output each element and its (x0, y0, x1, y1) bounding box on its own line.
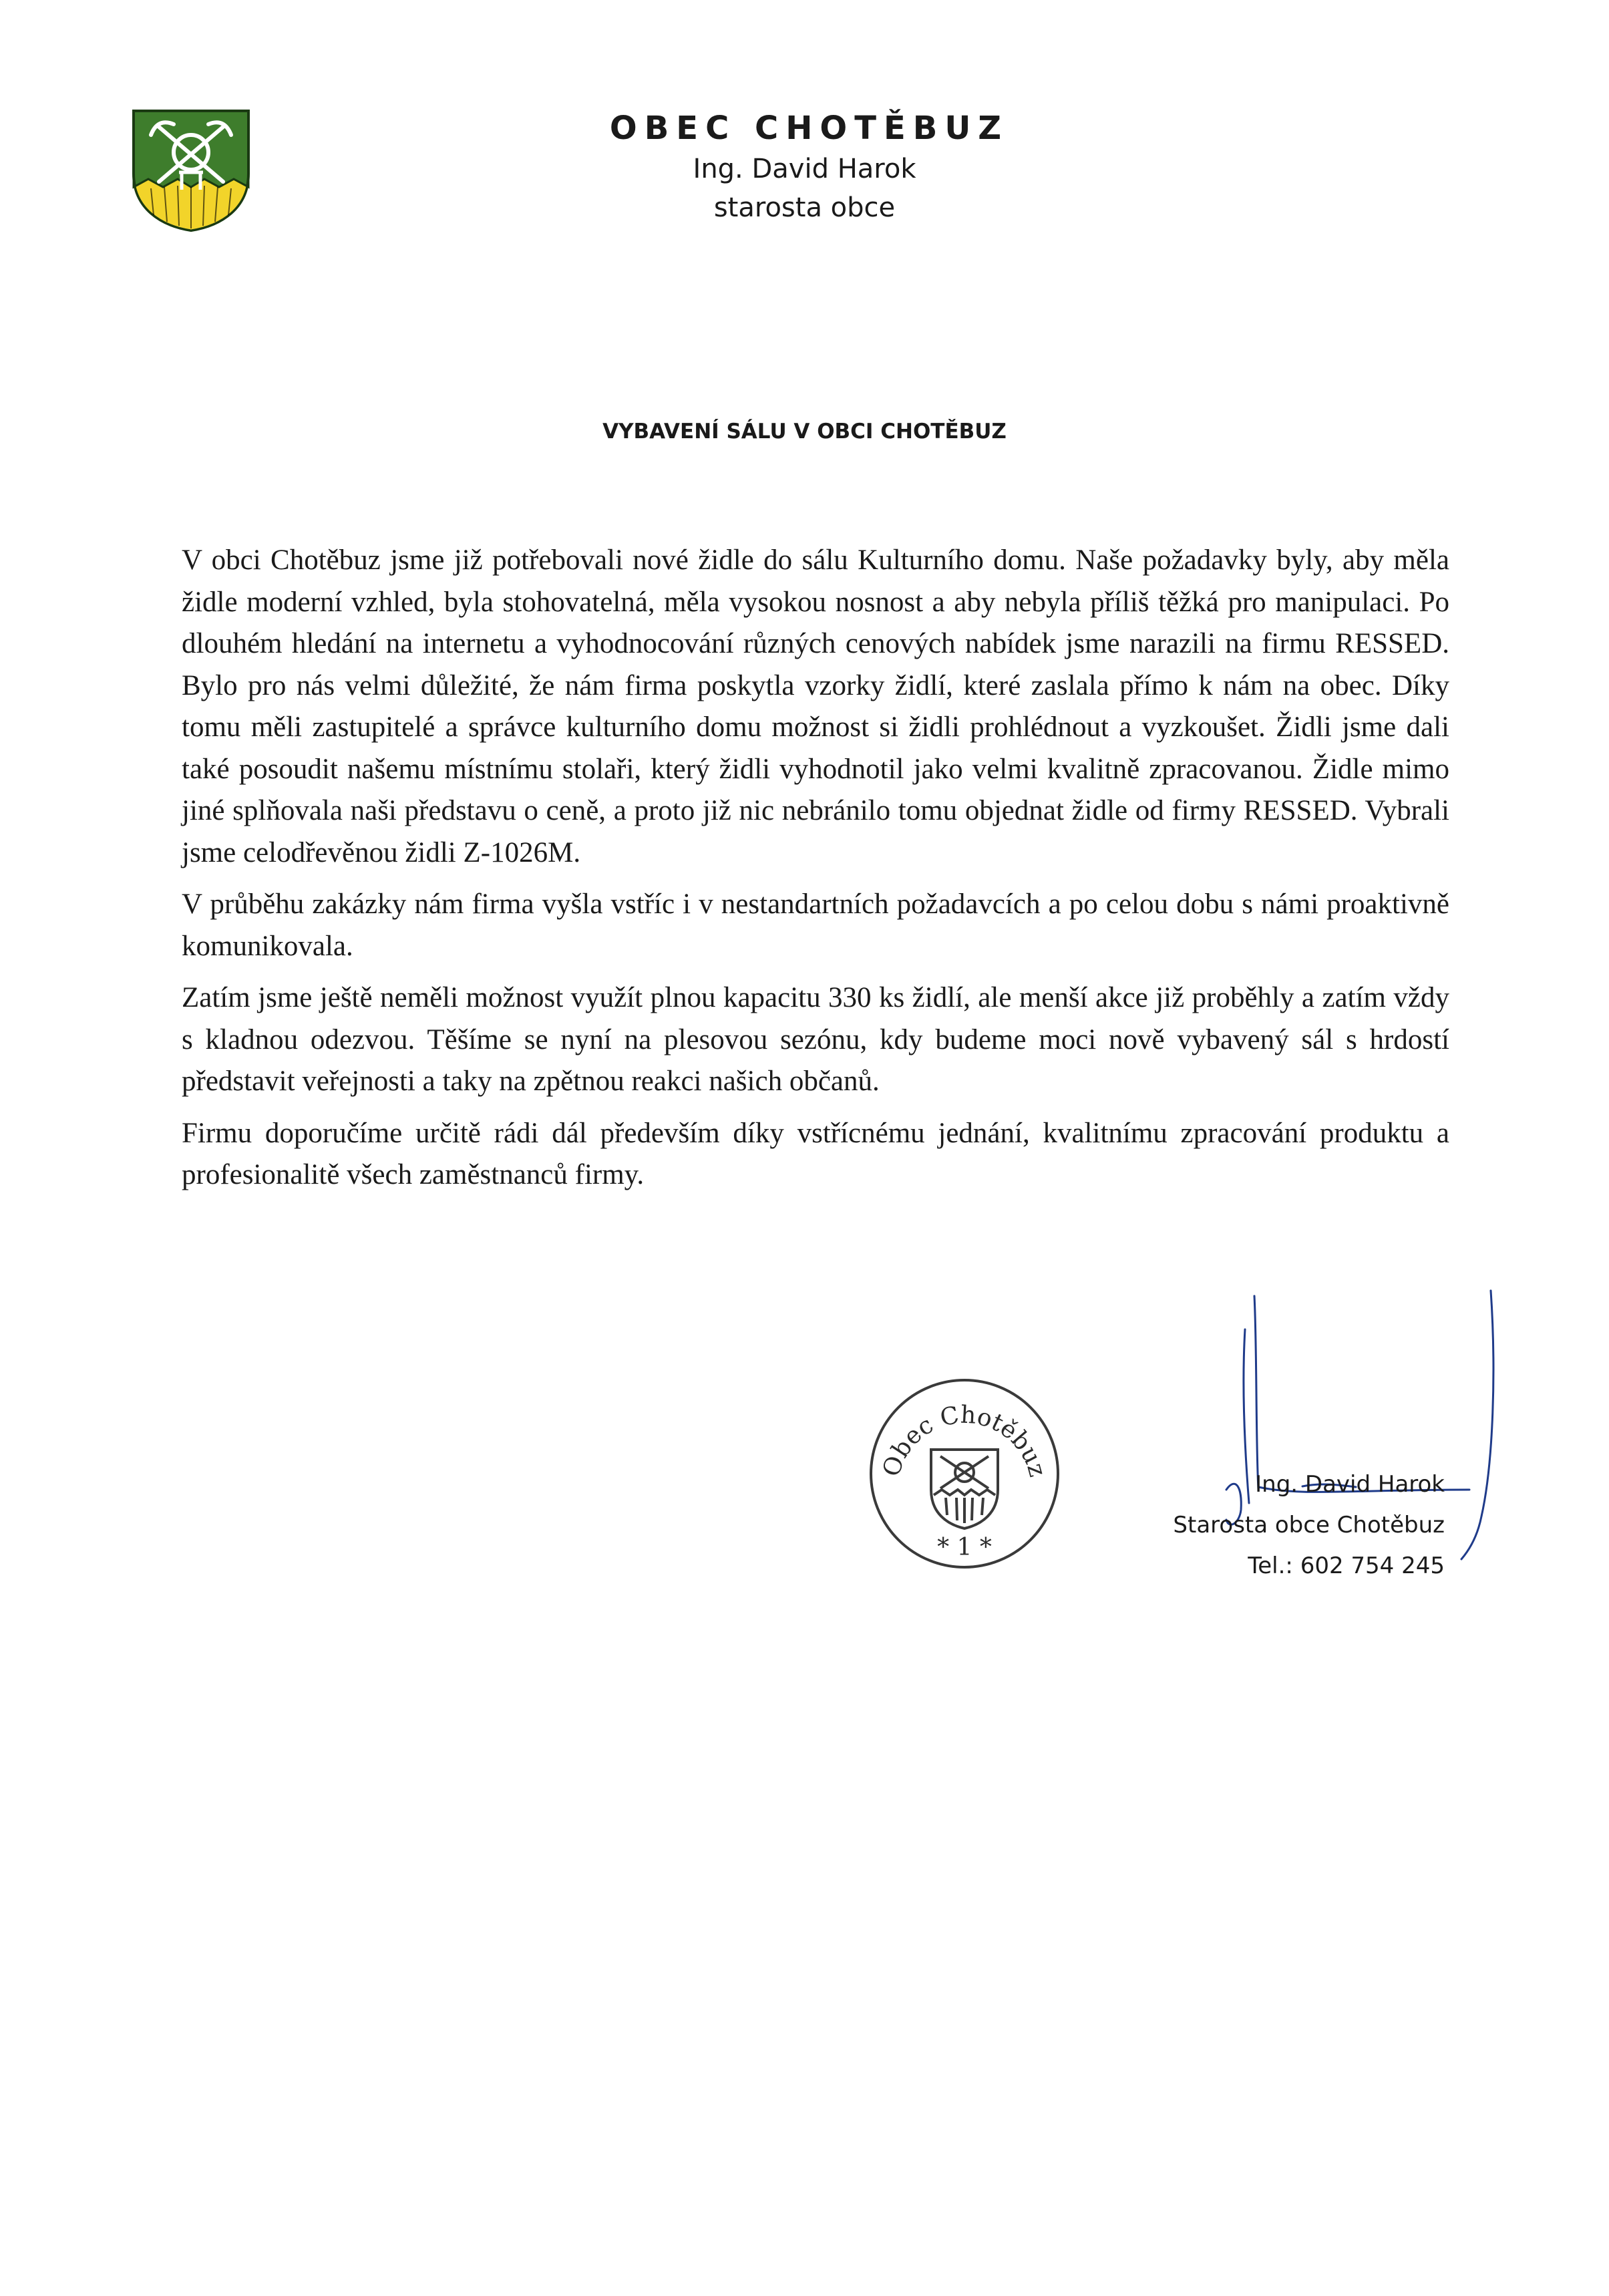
signatory-name: Ing. David Harok (1255, 1471, 1445, 1498)
official-stamp (867, 1376, 1062, 1571)
stamp-icon (867, 1376, 1062, 1571)
signatory-role: Starosta obce Chotěbuz (1173, 1512, 1445, 1538)
signatory-block (1173, 1464, 1445, 1587)
signatory-phone: Tel.: 602 754 245 (1248, 1552, 1445, 1579)
document-title: VYBAVENÍ SÁLU V OBCI CHOTĚBUZ (602, 420, 1007, 444)
stamp-circle-text: Obec Chotěbuz (878, 1401, 1051, 1480)
letterhead-person: Ing. David Harok (693, 154, 916, 184)
paragraph: V průběhu zakázky nám firma vyšla vstříc i v nestandartních požadavcích a po celou dobu s námi proaktivně komunikovala. (182, 888, 1449, 962)
paragraph: Zatím jsme ještě neměli možnost využít plnou kapacitu 330 ks židlí, ale menší akce již proběhly a zatím vždy s kladnou odezvou. Těšíme se nyní na plesovou sezónu, kdy budeme moci nově vybavený sál s hrdostí představit veřejnosti a taky na zpětnou reakci našich občanů. (182, 982, 1449, 1097)
paragraph: Firmu doporučíme určitě rádi dál především díky vstřícnému jednání, kvalitnímu zpracování produktu a profesionalitě všech zaměstnanců firmy. (182, 1117, 1449, 1190)
letterhead-position: starosta obce (713, 192, 896, 223)
stamp-number: * 1 * (937, 1534, 992, 1561)
letterhead (0, 107, 1609, 227)
letter-body (182, 540, 1449, 1206)
organization-name: OBEC CHOTĚBUZ (609, 110, 1009, 147)
paragraph: V obci Chotěbuz jsme již potřebovali nové židle do sálu Kulturního domu. Naše požadavky byly, aby měla židle moderní vzhled, byla stohovatelná, měla vysokou nosnost a aby nebyla příliš těžká pro manipulaci. Po dlouhém hledání na internetu a vyhodnocování různých cenových nabídek jsme narazili na firmu RESSED. Bylo pro nás velmi důležité, že nám firma poskytla vzorky židlí, které zaslala přímo k nám na obec. Díky tomu měli zastupitelé a správce kulturního domu možnost si židli prohlédnout a vyzkoušet. Židli jsme dali také posoudit našemu místnímu stolaři, který židli vyhodnotil jako velmi kvalitně zpracovanou. Židle mimo jiné splňovala naši představu o ceně, a proto již nic nebránilo tomu objednat židle od firmy RESSED. Vybrali jsme celodřevěnou židli Z-1026M. (182, 544, 1449, 868)
